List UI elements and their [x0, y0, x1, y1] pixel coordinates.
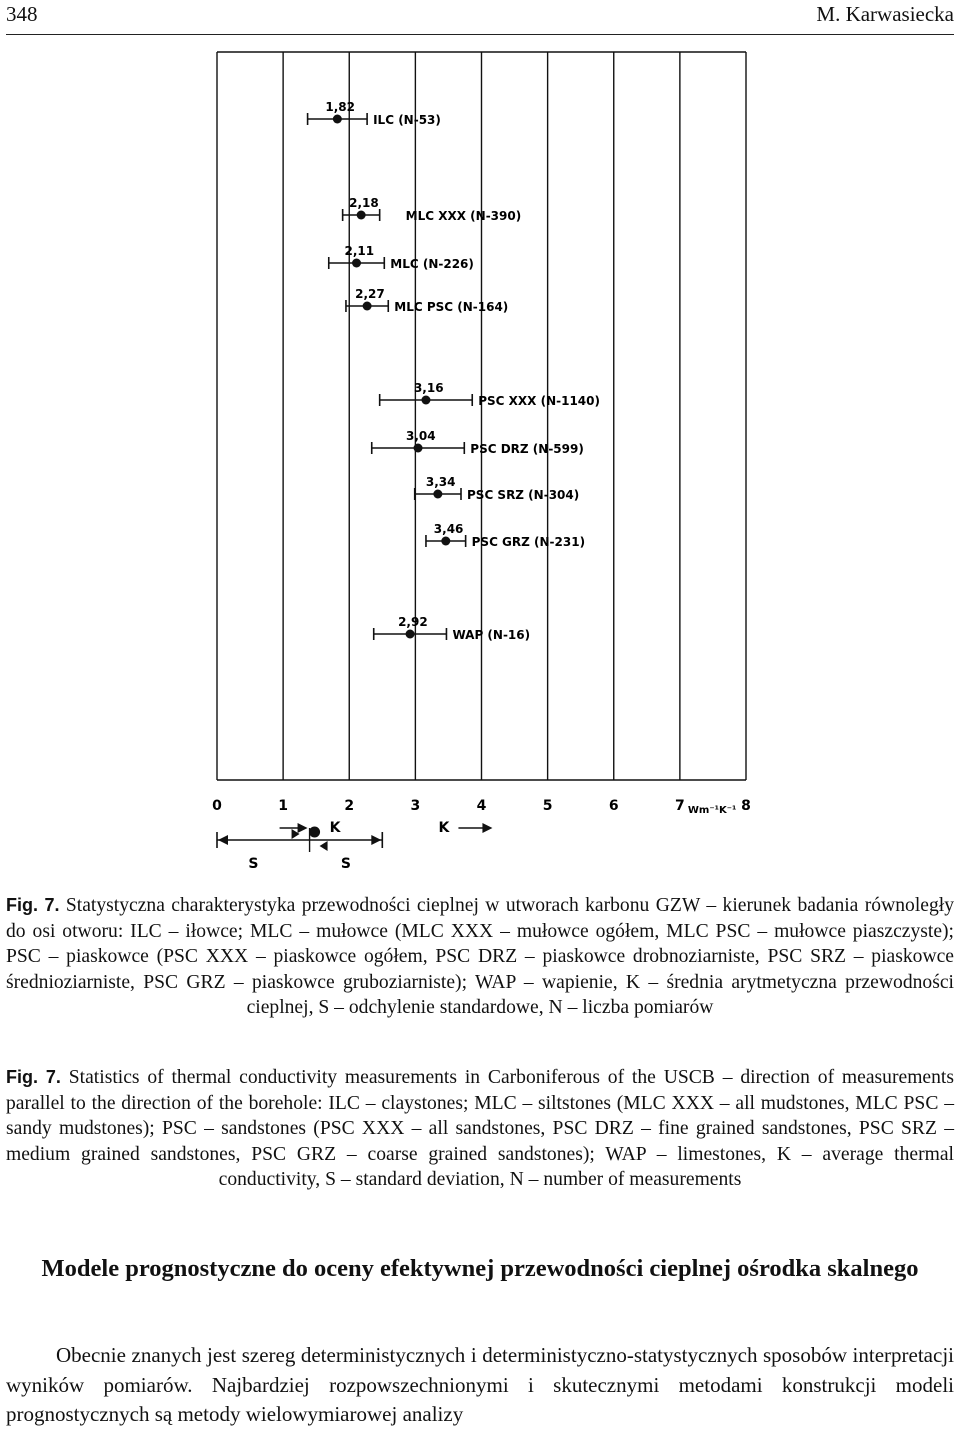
value-label: 2,27 [355, 287, 385, 301]
legend-mean-point [309, 827, 320, 838]
x-tick-label: 3 [410, 798, 421, 814]
mean-point [433, 490, 442, 499]
value-label: 3,34 [425, 475, 456, 489]
figure-caption-english [6, 1065, 954, 1193]
body-paragraph: Obecnie znanych jest szereg deterministycznych i deterministyczno-statystycznych sposobów interpretacji wyników pomiarów. Najbardziej rozpowszechnionymi i skutecznymi metodami konstrukcji modeli prognostycznych są metody wielowymiarowej analizy [6, 1343, 954, 1426]
series-label: WAP (N-16) [452, 628, 531, 642]
series-label: MLC XXX (N-390) [405, 209, 522, 223]
mean-point [357, 211, 366, 220]
value-label: 2,11 [344, 244, 375, 258]
mean-point [414, 444, 423, 453]
caption-text: Statystyczna charakterystyka przewodności cieplnej w utworach karbonu GZW – kierunek badania równoległy do osi otworu: ILC – iłowce; MLC – mułowce (MLC XXX – mułowce ogółem, MLC PSC – mułowce piaszczyste); PSC – piaskowce (PSC XXX – piaskowce ogółem, PSC DRZ – piaskowce drobnoziarniste, PSC SRZ – piaskowce średnioziarniste, PSC GRZ – piaskowce gruboziarniste); WAP – wapienie, K – średnia arytmetyczna przewodności cieplnej, S – odchylenie standardowe, N – liczba pomiarów [6, 895, 954, 1019]
figure-caption-polish [6, 893, 954, 1021]
mean-point [352, 259, 361, 268]
legend-s-label-right: S [340, 856, 351, 872]
value-label: 2,18 [349, 196, 379, 210]
legend-k-label: K [329, 820, 341, 836]
value-label: 3,46 [433, 522, 464, 536]
value-label: 1,82 [325, 100, 355, 114]
mean-point [333, 115, 342, 124]
legend-k-arrow-head [298, 823, 308, 833]
mean-point [363, 302, 372, 311]
legend-arrow-left [218, 835, 228, 845]
value-label: 3,16 [413, 381, 444, 395]
caption-text: Statistics of thermal conductivity measurements in Carboniferous of the USCB – direction of measurements parallel to the direction of the borehole: ILC – claystones; MLC – siltstones (MLC XXX – all mudstones, MLC PSC – sandy mudstones); PSC – sandstones (PSC XXX – all sandstones, PSC DRZ – fine grained sandstones, PSC SRZ – medium grained sandstones, PSC GRZ – coarse grained sandstones); WAP – limestones, K – average thermal conductivity, S – standard deviation, N – number of measurements [6, 1067, 954, 1191]
series-label: ILC (N-53) [373, 113, 441, 127]
mean-point [421, 396, 430, 405]
series-label: MLC PSC (N-164) [394, 300, 509, 314]
mean-point [406, 630, 415, 639]
series-label: PSC DRZ (N-599) [470, 442, 584, 456]
x-tick-label: 5 [542, 798, 553, 814]
value-label: 3,04 [406, 429, 436, 443]
legend-arrow-mean-right [320, 841, 328, 851]
page-number: 348 [6, 2, 38, 26]
running-author: M. Karwasiecka [816, 2, 954, 26]
legend-arrow-right [371, 835, 381, 845]
x-tick-label: 0 [212, 798, 222, 814]
x-tick-label: 1 [278, 798, 288, 814]
legend-k2-arrow-head [482, 823, 492, 833]
x-tick-label: 6 [608, 798, 619, 814]
caption-label: Fig. 7. [6, 1067, 61, 1087]
legend-k-label-secondary: K [438, 820, 450, 836]
legend-s-label-left: S [248, 856, 259, 872]
x-tick-label: 7 [675, 798, 685, 814]
x-tick-label: 4 [476, 798, 487, 814]
series-label: PSC SRZ (N-304) [467, 488, 580, 502]
section-heading: Modele prognostyczne do oceny efektywnej przewodności cieplnej ośrodka skalnego [41, 1255, 919, 1282]
series-label: MLC (N-226) [390, 257, 474, 271]
series-label: PSC XXX (N-1140) [478, 394, 600, 408]
x-unit-label: Wm⁻¹K⁻¹ [687, 805, 737, 816]
value-label: 2,92 [398, 615, 428, 629]
x-tick-label: 8 [741, 798, 751, 814]
mean-point [441, 537, 450, 546]
caption-label: Fig. 7. [6, 895, 60, 915]
running-header [6, 0, 954, 35]
x-tick-label: 2 [344, 798, 355, 814]
series-label: PSC GRZ (N-231) [471, 535, 586, 549]
figure-7-chart [190, 40, 770, 880]
